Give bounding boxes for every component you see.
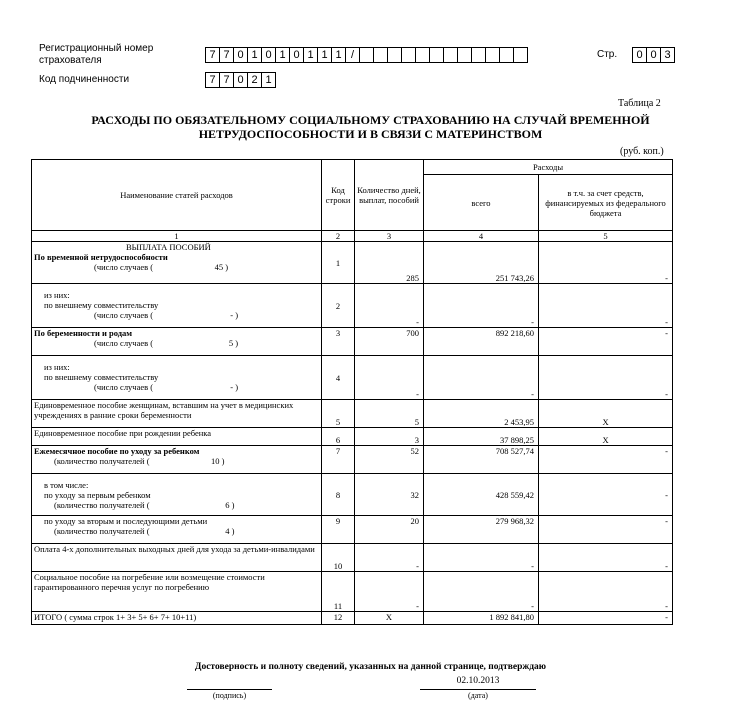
row-3-qty: 700 (355, 328, 424, 356)
row-8-qty: 32 (355, 474, 424, 516)
table-row (32, 516, 673, 544)
col-number-1: 1 (32, 231, 322, 242)
row-3-name: По беременности и родам (34, 328, 133, 338)
col-header-total: всего (424, 175, 539, 231)
row-11-code: 11 (322, 572, 355, 612)
row-11-name: Социальное пособие на погребение или возмещение стоимости гарантированного перечня услуг по погребению (32, 572, 322, 612)
row-8-sub: (количество получателей ( 6 ) (54, 500, 235, 510)
row-10-federal: - (539, 544, 673, 572)
row-7-total: 708 527,74 (424, 446, 539, 474)
row-1-qty: 285 (355, 242, 424, 284)
col-header-federal: в т.ч. за счет средств, финансируемых из федерального бюджета (539, 175, 673, 231)
subordination-code-cell: 0 (233, 72, 248, 88)
row-3-total: 892 218,60 (424, 328, 539, 356)
table-number: Таблица 2 (618, 98, 661, 109)
reg-number-cell (471, 47, 486, 63)
row-6-name: Единовременное пособие при рождении ребенка (32, 428, 322, 446)
row-7-qty: 52 (355, 446, 424, 474)
reg-number-cell (387, 47, 402, 63)
page-number-cell: 0 (632, 47, 647, 63)
row-12-name: ИТОГО ( сумма строк 1+ 3+ 5+ 6+ 7+ 10+11) (32, 612, 322, 625)
col-number-4: 4 (424, 231, 539, 242)
row-11-federal: - (539, 572, 673, 612)
reg-number-cell: / (345, 47, 360, 63)
row-4-federal: - (539, 356, 673, 400)
table-row (32, 612, 673, 625)
row-1-total: 251 743,26 (424, 242, 539, 284)
reg-number-cells (205, 47, 528, 63)
col-number-2: 2 (322, 231, 355, 242)
subordination-code-cell: 2 (247, 72, 262, 88)
row-7-code: 7 (322, 446, 355, 474)
row-1-sub: (число случаев ( 45 ) (94, 262, 229, 272)
reg-number-cell (359, 47, 374, 63)
page-label: Стр. (597, 49, 618, 60)
subordination-code-cell: 1 (261, 72, 276, 88)
row-2-total: - (424, 284, 539, 328)
row-5-code: 5 (322, 400, 355, 428)
row-10-name: Оплата 4-х дополнительных выходных дней для ухода за детьми-инвалидами (32, 544, 322, 572)
row-8-name: по уходу за первым ребенком (44, 490, 151, 500)
row-5-name: Единовременное пособие женщинам, вставшим на учет в медицинских учреждениях в ранние сроки беременности (32, 400, 322, 428)
col-number-3: 3 (355, 231, 424, 242)
table-row (32, 328, 673, 356)
row-4-total: - (424, 356, 539, 400)
reg-number-cell: 1 (275, 47, 290, 63)
subordination-code-cell: 7 (205, 72, 220, 88)
reg-number-cell: 7 (205, 47, 220, 63)
row-6-total: 37 898,25 (424, 428, 539, 446)
row-7-name: Ежемесячное пособие по уходу за ребенком (34, 446, 200, 456)
table-row (32, 284, 673, 328)
row-7-federal: - (539, 446, 673, 474)
row-8-code: 8 (322, 474, 355, 516)
row-10-qty: - (355, 544, 424, 572)
row-5-total: 2 453,95 (424, 400, 539, 428)
row-11-qty: - (355, 572, 424, 612)
row-12-federal: - (539, 612, 673, 625)
reg-number-cell: 1 (317, 47, 332, 63)
row-2-federal: - (539, 284, 673, 328)
row-12-qty: X (355, 612, 424, 625)
page-number-cell: 3 (660, 47, 675, 63)
section-title: ВЫПЛАТА ПОСОБИЙ (126, 242, 211, 252)
reg-number-cell (513, 47, 528, 63)
row-5-federal: X (539, 400, 673, 428)
row-9-name: по уходу за вторым и последующими детьми (44, 516, 208, 526)
row-10-code: 10 (322, 544, 355, 572)
row-12-total: 1 892 841,80 (424, 612, 539, 625)
confirmation-text: Достоверность и полноту сведений, указанных на данной странице, подтверждаю (194, 662, 547, 672)
row-4-name: по внешнему совместительству (44, 372, 159, 382)
row-9-total: 279 968,32 (424, 516, 539, 544)
row-8-federal: - (539, 474, 673, 516)
row-6-code: 6 (322, 428, 355, 446)
reg-number-cell (457, 47, 472, 63)
subordination-code-cell: 7 (219, 72, 234, 88)
table-row (32, 356, 673, 400)
row-name (32, 242, 322, 284)
reg-number-cell (415, 47, 430, 63)
reg-number-cell (401, 47, 416, 63)
table-row (32, 400, 673, 428)
row-9-qty: 20 (355, 516, 424, 544)
row-4-sub: (число случаев ( - ) (94, 382, 239, 392)
row-6-federal: X (539, 428, 673, 446)
row-8-prefix: в том числе: (44, 480, 89, 490)
col-header-qty: Количество дней, выплат, пособий (355, 160, 424, 231)
row-3-federal: - (539, 328, 673, 356)
reg-number-cell (485, 47, 500, 63)
row-name (32, 474, 322, 516)
row-name (32, 356, 322, 400)
row-2-name: по внешнему совместительству (44, 300, 159, 310)
reg-number-cell: 1 (247, 47, 262, 63)
page-number-cell: 0 (646, 47, 661, 63)
reg-number-cell: 0 (289, 47, 304, 63)
row-name (32, 284, 322, 328)
reg-number-cell: 1 (303, 47, 318, 63)
row-9-sub: (количество получателей ( 4 ) (54, 526, 235, 536)
row-8-total: 428 559,42 (424, 474, 539, 516)
expenses-table (31, 159, 673, 625)
row-1-code: 1 (322, 242, 355, 284)
row-2-prefix: из них: (44, 290, 70, 300)
row-10-total: - (424, 544, 539, 572)
reg-number-cell: 1 (331, 47, 346, 63)
row-5-qty: 5 (355, 400, 424, 428)
table-row (32, 428, 673, 446)
row-9-code: 9 (322, 516, 355, 544)
row-2-code: 2 (322, 284, 355, 328)
reg-number-cell (443, 47, 458, 63)
row-6-qty: 3 (355, 428, 424, 446)
table-row (32, 572, 673, 612)
col-header-code: Код строки (322, 160, 355, 231)
row-1-federal: - (539, 242, 673, 284)
row-3-code: 3 (322, 328, 355, 356)
subordination-code-cells (205, 72, 276, 88)
reg-number-cell: 0 (261, 47, 276, 63)
row-3-sub: (число случаев ( 5 ) (94, 338, 239, 348)
col-header-expenses: Расходы (424, 160, 673, 175)
signature-label: (подпись) (212, 691, 247, 700)
title-line-2: НЕТРУДОСПОСОБНОСТИ И В СВЯЗИ С МАТЕРИНСТВОМ (198, 127, 543, 141)
reg-number-cell (499, 47, 514, 63)
row-2-qty: - (355, 284, 424, 328)
row-2-sub: (число случаев ( - ) (94, 310, 239, 320)
table-row (32, 242, 673, 284)
units-label: (руб. коп.) (620, 146, 664, 157)
row-4-qty: - (355, 356, 424, 400)
row-11-total: - (424, 572, 539, 612)
subordination-code-label: Код подчиненности (39, 74, 130, 85)
row-7-sub: (количество получателей ( 10 ) (54, 456, 225, 466)
reg-number-cell (429, 47, 444, 63)
reg-number-cell: 7 (219, 47, 234, 63)
table-row (32, 474, 673, 516)
page-number-cells (632, 47, 675, 63)
row-name (32, 328, 322, 356)
date-label: (дата) (468, 691, 488, 700)
title-line-1: РАСХОДЫ ПО ОБЯЗАТЕЛЬНОМУ СОЦИАЛЬНОМУ СТРАХОВАНИЮ НА СЛУЧАЙ ВРЕМЕННОЙ (91, 113, 650, 127)
row-name (32, 446, 322, 474)
row-name (32, 516, 322, 544)
row-1-name: По временной нетрудоспособности (34, 252, 168, 262)
row-4-prefix: из них: (44, 362, 70, 372)
reg-number-cell (373, 47, 388, 63)
row-12-code: 12 (322, 612, 355, 625)
reg-number-cell: 0 (233, 47, 248, 63)
row-4-code: 4 (322, 356, 355, 400)
table-row (32, 544, 673, 572)
signature-line (187, 689, 272, 690)
date-line (420, 689, 536, 690)
table-row (32, 446, 673, 474)
col-number-5: 5 (539, 231, 673, 242)
col-header-name: Наименование статей расходов (32, 160, 322, 231)
signature-date-value: 02.10.2013 (456, 676, 500, 686)
reg-number-label: Регистрационный номер страхователя (39, 43, 154, 66)
row-9-federal: - (539, 516, 673, 544)
